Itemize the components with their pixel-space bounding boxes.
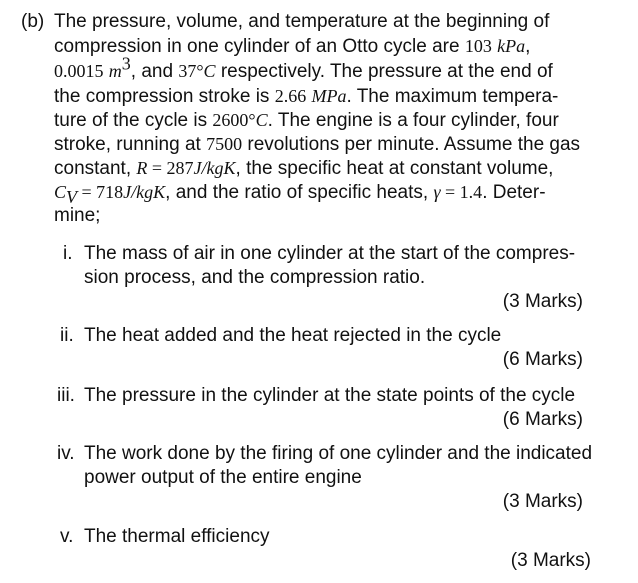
item-2-line-1: The heat added and the heat rejected in the cycle [84,325,502,346]
intro-line-7: constant, R = 287J/kgK, the specific heat at constant volume, [54,158,554,179]
item-5-marks: (3 Marks) [510,550,591,571]
item-2-marks: (6 Marks) [502,349,583,370]
intro-line-5: ture of the cycle is 2600°C. The engine is a four cylinder, four [54,110,559,131]
item-4-line-2: power output of the entire engine [84,467,362,488]
intro-line-6: stroke, running at 7500 revolutions per minute. Assume the gas [54,134,581,155]
item-1-marks: (3 Marks) [502,291,583,312]
item-5-number: v. [60,526,74,547]
item-1-number: i. [63,243,73,264]
item-4-marks: (3 Marks) [502,491,583,512]
intro-line-1: The pressure, volume, and temperature at the beginning of [54,11,550,32]
intro-line-8: $C_V = 718J/kgK$, and the ratio of specific heats, γ = 1.4. Deter- [54,182,546,207]
intro-line-4: the compression stroke is 2.66 MPa. The maximum tempera- [54,86,559,107]
item-3-marks: (6 Marks) [502,409,583,430]
item-3-number: iii. [57,385,75,406]
item-4-line-1: The work done by the firing of one cylinder and the indicated [84,443,593,464]
intro-line-2: compression in one cylinder of an Otto cycle are 103 kPa, [54,36,531,57]
question-label: (b) [21,11,45,32]
item-1-line-2: sion process, and the compression ratio. [84,267,426,288]
intro-line-9: mine; [54,205,101,226]
item-3-line-1: The pressure in the cylinder at the state points of the cycle [84,385,576,406]
item-1-line-1: The mass of air in one cylinder at the start of the compres- [84,243,576,264]
item-4-number: iv. [57,443,75,464]
item-5-line-1: The thermal efficiency [84,526,270,547]
intro-line-3: 0.0015 $m^3$, and 37°C respectively. The pressure at the end of [54,53,553,82]
item-2-number: ii. [60,325,74,346]
